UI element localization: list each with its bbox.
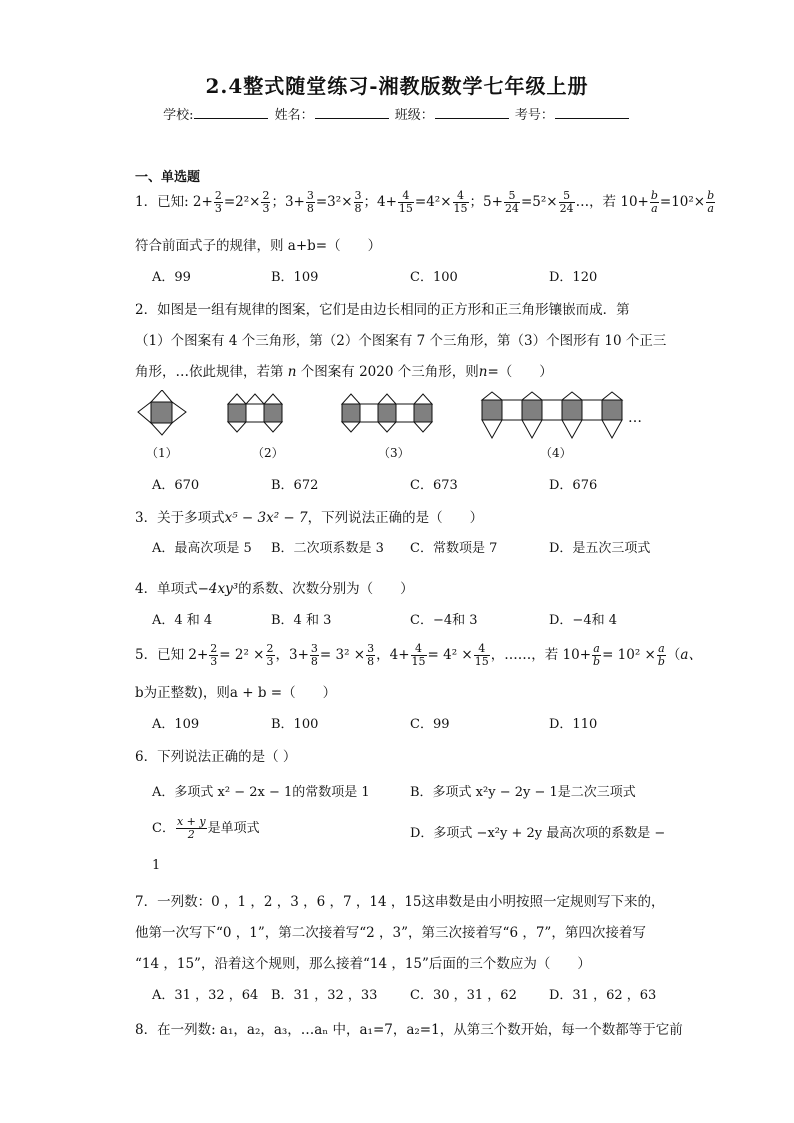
q1-fraction: $\frac{3}{8}$ <box>354 189 362 215</box>
q5-stem-line1 <box>135 643 702 668</box>
q5-fraction: $\frac{a}{b}$ <box>593 642 601 668</box>
q7-option-d[interactable]: D．31 ，62 ，63 <box>549 988 657 1003</box>
q1-text: =5²× <box>520 194 558 210</box>
q2-text: 个图案有 2020 个三角形，则 <box>300 364 479 380</box>
q5-fraction: $\frac{2}{3}$ <box>210 642 218 668</box>
q3-text: 3．关于多项式 <box>135 510 225 526</box>
q4-option-c[interactable]: C．−4和 3 <box>410 613 478 628</box>
q1-fraction: $\frac{4}{15}$ <box>453 189 468 215</box>
q2-option-c[interactable]: C．673 <box>410 478 458 493</box>
q5-text: = 2² × <box>219 647 265 663</box>
q5-option-b[interactable]: B．100 <box>271 717 319 732</box>
q5-text: ，3+ <box>275 647 309 663</box>
q5-text: = 4² × <box>427 647 473 663</box>
q1-text: 1．已知: 2+ <box>135 194 213 210</box>
q2-figure-label-4: （4） <box>540 446 572 460</box>
page-title: 2.4整式随堂练习-湘教版数学七年级上册 <box>205 74 589 98</box>
section-heading: 一、单选题 <box>135 170 201 185</box>
q5-text: = 3² × <box>319 647 366 663</box>
q7-option-b[interactable]: B．31 ，32 ，33 <box>271 988 378 1003</box>
q2-option-d[interactable]: D．676 <box>549 478 598 493</box>
q2-variable-n: n <box>478 364 488 380</box>
q2-figure-label-1: （1） <box>146 446 178 460</box>
q1-text: …，若 10+ <box>575 194 649 210</box>
q3-text: ，下列说法正确的是（ ） <box>307 510 484 526</box>
q5-option-a[interactable]: A．109 <box>152 717 200 732</box>
q2-option-a[interactable]: A．670 <box>152 478 200 493</box>
q5-option-d[interactable]: D．110 <box>549 717 598 732</box>
q1-option-c[interactable]: C．100 <box>410 270 458 285</box>
q7-stem-line1: 7．一列数：0 ，1 ，2 ，3 ，6 ，7 ，14 ，15这串数是由小明按照一定规则写下来的， <box>135 894 665 910</box>
q2-text: 角形，…依此规律，若第 <box>135 364 284 380</box>
q1-fraction: $\frac{2}{3}$ <box>262 189 270 215</box>
q4-option-b[interactable]: B．4 和 3 <box>271 613 332 628</box>
q2-variable-n: n <box>287 364 297 380</box>
q5-fraction: $\frac{4}{15}$ <box>411 642 426 668</box>
q1-fraction: $\frac{5}{24}$ <box>504 189 519 215</box>
q1-stem-line1 <box>135 190 716 215</box>
q1-fraction: $\frac{4}{15}$ <box>398 189 413 215</box>
q2-figure-ellipsis: … <box>628 410 642 426</box>
pattern-1 <box>138 390 186 435</box>
q6-option-a[interactable]: A．多项式 x² − 2x − 1的常数项是 1 <box>152 785 370 800</box>
q2-stem-line2: （1）个图案有 4 个三角形，第（2）个图案有 7 个三角形，第（3）个图形有 10 个正三 <box>135 333 667 349</box>
q5-fraction: $\frac{4}{15}$ <box>474 642 489 668</box>
q5-stem-line2: b为正整数)，则a + b =（ ） <box>135 685 337 701</box>
q1-fraction: $\frac{3}{8}$ <box>306 189 314 215</box>
q5-fraction: $\frac{3}{8}$ <box>367 642 375 668</box>
class-label: 班级： <box>394 108 434 123</box>
q2-stem-line1: 2．如图是一组有规律的图案，它们是由边长相同的正方形和正三角形镶嵌而成．第 <box>135 302 630 318</box>
q1-fraction: $\frac{2}{3}$ <box>214 189 222 215</box>
pattern-4 <box>482 392 622 438</box>
q6-option-d-tail: 1 <box>152 858 161 873</box>
q5-text: 5．已知 2+ <box>135 647 209 663</box>
school-blank[interactable] <box>194 106 268 119</box>
q3-option-b[interactable]: B．二次项系数是 3 <box>271 541 384 556</box>
q5-text: a、 <box>680 647 702 663</box>
q6-option-c-text: 是单项式 <box>207 821 260 836</box>
q1-text: =10²× <box>659 194 706 210</box>
q1-option-a[interactable]: A．99 <box>152 270 191 285</box>
exam-no-blank[interactable] <box>555 106 629 119</box>
q1-fraction: $\frac{b}{a}$ <box>650 189 658 215</box>
q6-option-c[interactable] <box>152 816 260 841</box>
name-blank[interactable] <box>315 106 389 119</box>
student-info-line <box>0 104 794 123</box>
q1-text: ；4+ <box>363 194 397 210</box>
q2-stem-line3 <box>135 360 553 380</box>
q4-option-a[interactable]: A．4 和 4 <box>152 613 213 628</box>
q1-text: ；5+ <box>469 194 503 210</box>
q7-option-c[interactable]: C．30 ，31 ，62 <box>410 988 517 1003</box>
q4-text: 4．单项式 <box>135 581 198 597</box>
exam-no-label: 考号： <box>514 108 554 123</box>
q2-figure-label-3: （3） <box>378 446 410 460</box>
q5-text: ，4+ <box>376 647 410 663</box>
class-blank[interactable] <box>435 106 509 119</box>
q4-text: 的系数、次数分别为（ ） <box>238 581 414 597</box>
q3-stem <box>135 506 483 526</box>
q3-polynomial: x⁵ − 3x² − 7 <box>224 510 308 526</box>
q2-figure-label-2: （2） <box>252 446 284 460</box>
q6-option-d[interactable]: D．多项式 −x²y + 2y 最高次项的系数是 − <box>410 826 666 841</box>
q5-option-c[interactable]: C．99 <box>410 717 450 732</box>
q1-text: ；3+ <box>271 194 305 210</box>
q3-option-d[interactable]: D．是五次三项式 <box>549 541 651 556</box>
q1-text: =4²× <box>414 194 452 210</box>
name-label: 姓名： <box>274 108 314 123</box>
q2-text: =（ ） <box>487 364 553 380</box>
q5-text: ，……，若 10+ <box>490 647 592 663</box>
q3-option-a[interactable]: A．最高次项是 5 <box>152 541 252 556</box>
q6-option-c-letter: C． <box>152 821 175 836</box>
q5-text: = 10² × <box>602 647 656 663</box>
q5-fraction: $\frac{2}{3}$ <box>266 642 274 668</box>
q6-option-b[interactable]: B．多项式 x²y − 2y − 1是二次三项式 <box>410 785 636 800</box>
q6-stem: 6．下列说法正确的是（ ） <box>135 749 297 765</box>
pattern-2 <box>228 394 282 432</box>
q6-fraction: $\frac{x + y}{2}$ <box>176 815 206 841</box>
q5-fraction: $\frac{3}{8}$ <box>310 642 318 668</box>
q2-option-b[interactable]: B．672 <box>271 478 319 493</box>
q7-stem-line3: “14 ，15”，沿着这个规则，那么接着“14 ，15”后面的三个数应为（ ） <box>135 956 591 972</box>
q5-text: （ <box>666 647 681 663</box>
q1-fraction: $\frac{5}{24}$ <box>559 189 574 215</box>
q1-option-d[interactable]: D．120 <box>549 270 598 285</box>
q1-fraction: $\frac{b}{a}$ <box>707 189 715 215</box>
q5-fraction: $\frac{a}{b}$ <box>657 642 665 668</box>
q1-option-b[interactable]: B．109 <box>271 270 319 285</box>
q1-text: =3²× <box>315 194 353 210</box>
q4-monomial: −4xy³ <box>197 581 239 597</box>
school-label: 学校: <box>163 108 194 123</box>
q7-stem-line2: 他第一次写下“0 ，1”，第二次接着写“2 ，3”，第三次接着写“6 ，7”，第四次接着写 <box>135 925 646 941</box>
q3-option-c[interactable]: C．常数项是 7 <box>410 541 498 556</box>
q4-stem <box>135 577 414 597</box>
pattern-3 <box>342 394 432 432</box>
q7-option-a[interactable]: A．31 ，32 ，64 <box>152 988 259 1003</box>
q8-stem-line1: 8．在一列数: a₁，a₂，a₃，…aₙ 中，a₁=7，a₂=1，从第三个数开始，每一个数都等于它前 <box>135 1022 683 1038</box>
q1-stem-line2: 符合前面式子的规律，则 a+b=（ ） <box>135 238 382 254</box>
q1-text: =2²× <box>223 194 261 210</box>
q4-option-d[interactable]: D．−4和 4 <box>549 613 617 628</box>
